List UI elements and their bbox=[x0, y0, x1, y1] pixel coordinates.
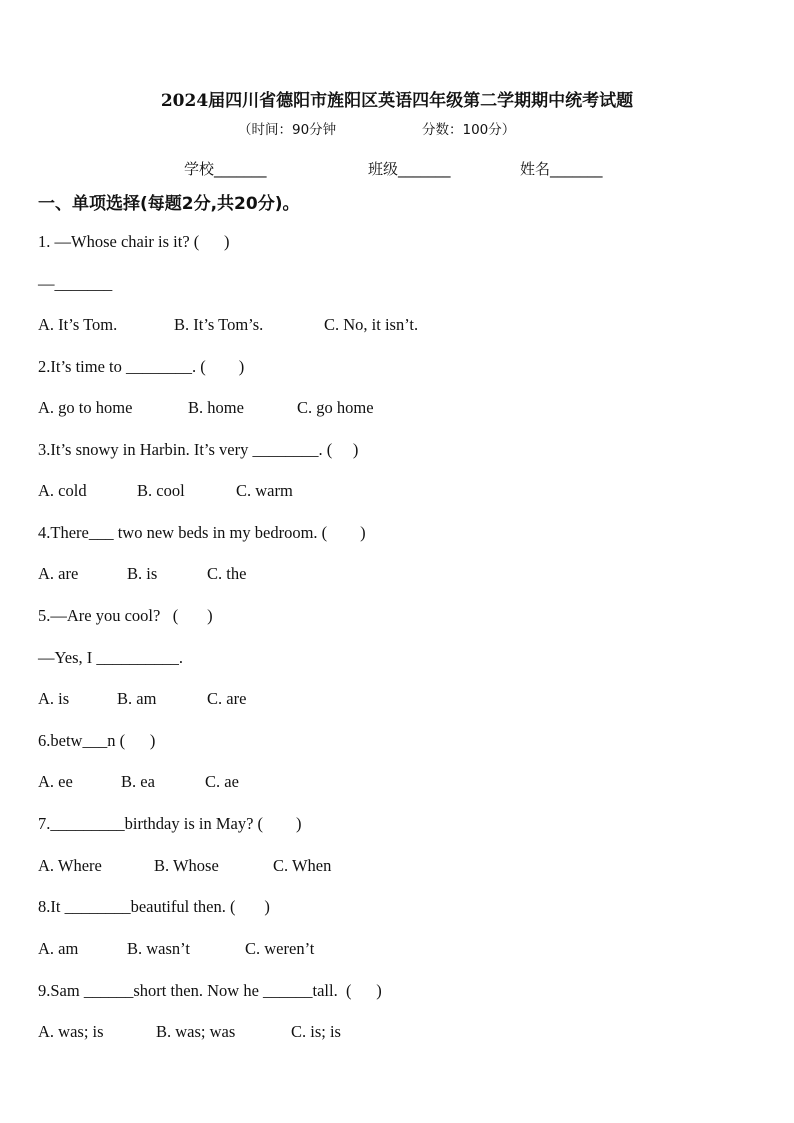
option-b: B. Whose bbox=[154, 856, 219, 875]
option-c: C. is; is bbox=[291, 1022, 341, 1041]
question-6-line-1: 6.betw___n ( ) bbox=[38, 731, 156, 750]
question-5-line-1: 5.—Are you cool? ( ) bbox=[38, 606, 213, 625]
option-b: B. am bbox=[117, 689, 157, 708]
option-a: A. ee bbox=[38, 772, 73, 791]
option-c: C. go home bbox=[297, 398, 374, 417]
option-c: C. ae bbox=[205, 772, 239, 791]
question-1-line-1: 1. —Whose chair is it? ( ) bbox=[38, 232, 230, 251]
option-c: C. warm bbox=[236, 481, 293, 500]
question-1-line-2: —_______ bbox=[38, 274, 113, 293]
question-7-line-1: 7._________birthday is in May? ( ) bbox=[38, 814, 302, 833]
option-a: A. is bbox=[38, 689, 70, 708]
question-1-options bbox=[38, 315, 538, 337]
option-b: B. home bbox=[188, 398, 244, 417]
option-c: C. are bbox=[207, 689, 247, 708]
option-b: B. ea bbox=[121, 772, 155, 791]
option-c: C. No, it isn’t. bbox=[324, 315, 419, 334]
question-4-options bbox=[38, 564, 538, 586]
question-3-line-1: 3.It’s snowy in Harbin. It’s very ________. ( ) bbox=[38, 440, 359, 459]
question-6-options bbox=[38, 772, 538, 794]
option-b: B. It’s Tom’s. bbox=[174, 315, 264, 334]
option-a: A. go to home bbox=[38, 398, 133, 417]
question-7-options bbox=[38, 856, 538, 878]
option-a: A. Where bbox=[38, 856, 102, 875]
option-c: C. When bbox=[273, 856, 332, 875]
option-a: A. It’s Tom. bbox=[38, 315, 118, 334]
name-field: 姓名_______ bbox=[520, 160, 603, 178]
option-b: B. was; was bbox=[156, 1022, 236, 1041]
option-c: C. the bbox=[207, 564, 247, 583]
question-9-line-1: 9.Sam ______short then. Now he ______tall. ( ) bbox=[38, 981, 382, 1000]
question-5-options bbox=[38, 689, 538, 711]
option-a: A. was; is bbox=[38, 1022, 104, 1041]
option-b: B. is bbox=[127, 564, 158, 583]
question-4-line-1: 4.There___ two new beds in my bedroom. ( ) bbox=[38, 523, 366, 542]
class-field: 班级_______ bbox=[368, 160, 451, 178]
option-b: B. cool bbox=[137, 481, 185, 500]
option-b: B. wasn’t bbox=[127, 939, 190, 958]
section-heading: 一、单项选择(每题2分,共20分)。 bbox=[38, 194, 300, 214]
exam-title: 2024届四川省德阳市旌阳区英语四年级第二学期期中统考试题 bbox=[160, 91, 634, 111]
exam-subtitle: （时间：90分钟 分数：100分） bbox=[238, 122, 516, 138]
option-a: A. am bbox=[38, 939, 79, 958]
question-8-options bbox=[38, 939, 538, 961]
question-5-line-2: —Yes, I __________. bbox=[38, 648, 184, 667]
option-c: C. weren’t bbox=[245, 939, 315, 958]
question-2-line-1: 2.It’s time to ________. ( ) bbox=[38, 357, 245, 376]
question-2-options bbox=[38, 398, 538, 420]
question-8-line-1: 8.It ________beautiful then. ( ) bbox=[38, 897, 270, 916]
option-a: A. are bbox=[38, 564, 79, 583]
school-field: 学校_______ bbox=[184, 160, 267, 178]
option-a: A. cold bbox=[38, 481, 87, 500]
question-9-options bbox=[38, 1022, 538, 1044]
question-3-options bbox=[38, 481, 538, 503]
student-info-row bbox=[0, 158, 794, 182]
